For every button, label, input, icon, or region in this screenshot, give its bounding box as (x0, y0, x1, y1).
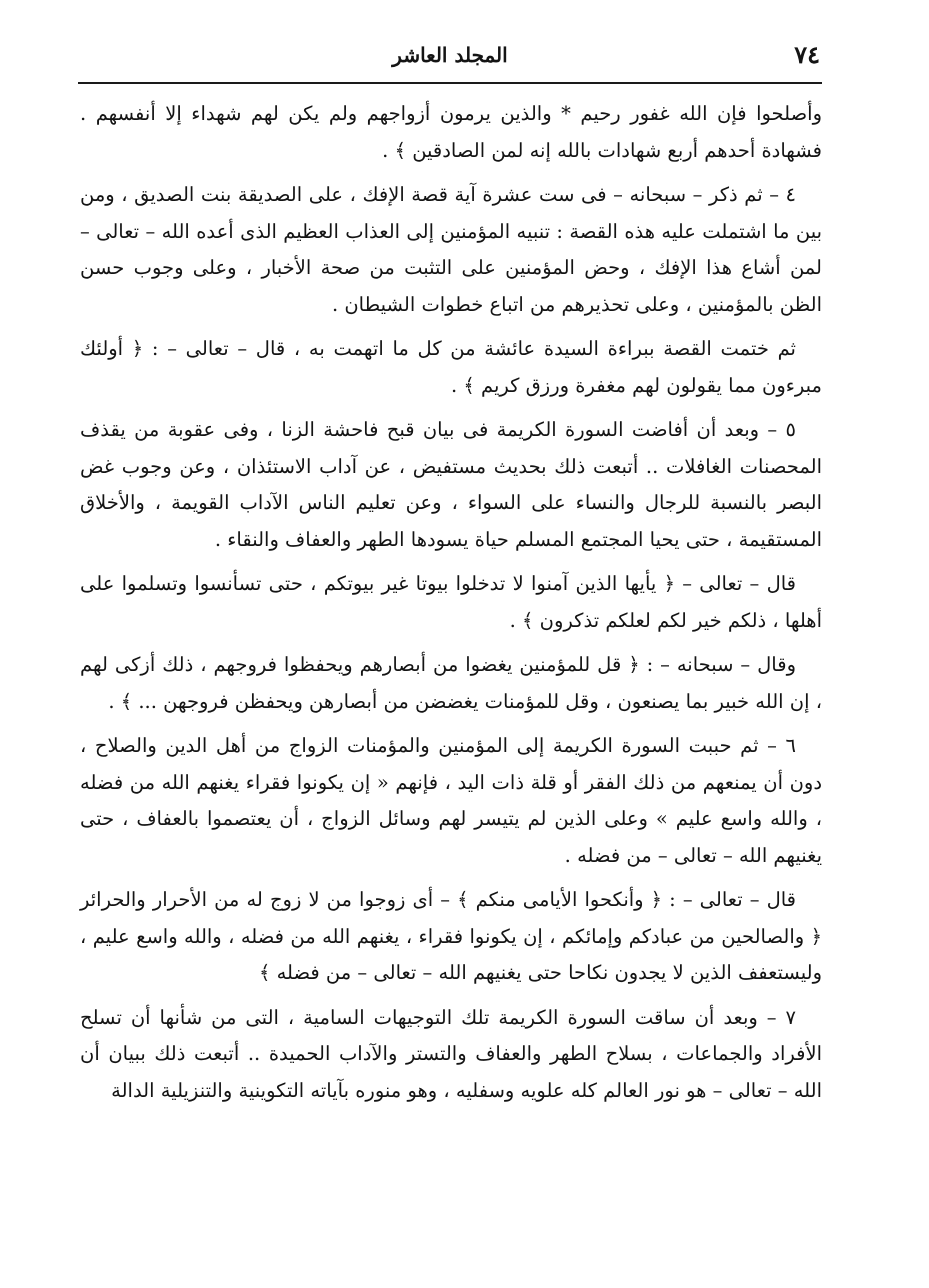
paragraph: ٦ – ثم حببت السورة الكريمة إلى المؤمنين والمؤمنات الزواج من أهل الدين والصلاح ، دون أن يمنعهم من ذلك الفقر أو قلة ذات اليد ، فإنهم « إن يكونوا فقراء يغنهم الله من فضله ، والله واسع عليم » وعلى الذين لم يتيسر لهم وسائل الزواج ، أن يعتصموا بالعفاف ، حتى يغنيهم الله – تعالى – من فضله . (80, 734, 822, 867)
header-divider (78, 82, 822, 84)
paragraph: ٥ – وبعد أن أفاضت السورة الكريمة فى بيان قبح فاحشة الزنا ، وفى عقوبة من يقذف المحصنات الغافلات .. أتبعت ذلك بحديث مستفيض ، عن آداب الاستئذان ، وعن وجوب غض البصر بالنسبة للرجال والنساء على السواء ، وعن تعليم الناس الآداب القويمة ، والأخلاق المستقيمة ، حتى يحيا المجتمع المسلم حياة يسودها الطهر والعفاف والنقاء . (80, 418, 822, 551)
paragraph: وأصلحوا فإن الله غفور رحيم * والذين يرمون أزواجهم ولم يكن لهم شهداء إلا أنفسهم . فشهادة أحدهم أربع شهادات بالله إنه لمن الصادقين ﴾ . (80, 102, 822, 162)
paragraph: قال – تعالى – : ﴿ وأنكحوا الأيامى منكم ﴾ – أى زوجوا من لا زوج له من الأحرار والحرائر ﴿ والصالحين من عبادكم وإمائكم ، إن يكونوا فقراء ، يغنهم الله من فضله ، والله واسع عليم ، وليستعفف الذين لا يجدون نكاحا حتى يغنيهم الله – تعالى – من فضله ﴾ (80, 888, 822, 984)
paragraph: ثم ختمت القصة ببراءة السيدة عائشة من كل ما اتهمت به ، قال – تعالى – : ﴿ أولئك مبرءون مما يقولون لهم مغفرة ورزق كريم ﴾ . (80, 337, 822, 397)
paragraph: ٤ – ثم ذكر – سبحانه – فى ست عشرة آية قصة الإفك ، على الصديقة بنت الصديق ، ومن بين ما اشتملت عليه هذه القصة : تنبيه المؤمنين إلى العذاب العظيم الذى أعده الله – تعالى – لمن أشاع هذا الإفك ، وحض المؤمنين على التثبت من صحة الأخبار ، وعلى وجوب حسن الظن بالمؤمنين ، وعلى تحذيرهم من اتباع خطوات الشيطان . (80, 183, 823, 316)
page-header (80, 38, 820, 72)
volume-title: المجلد العاشر (392, 43, 508, 67)
body-text (80, 96, 822, 1117)
paragraph: وقال – سبحانه – : ﴿ قل للمؤمنين يغضوا من أبصارهم ويحفظوا فروجهم ، ذلك أزكى لهم ، إن الله خبير بما يصنعون ، وقل للمؤمنات يغضضن من أبصارهن ويحفظن فروجهن ... ﴾ . (80, 653, 822, 713)
paragraph: ٧ – وبعد أن ساقت السورة الكريمة تلك التوجيهات السامية ، التى من شأنها أن تسلح الأفراد والجماعات ، بسلاح الطهر والعفاف والتستر والآداب الحميدة .. أتبعت ذلك ببيان أن الله – تعالى – هو نور العالم كله علويه وسفليه ، وهو منوره بآياته التكوينية والتنزيلية الدالة (80, 1005, 822, 1102)
paragraph: قال – تعالى – ﴿ يأيها الذين آمنوا لا تدخلوا بيوتا غير بيوتكم ، حتى تسأنسوا وتسلموا على أهلها ، ذلكم خير لكم لعلكم تذكرون ﴾ . (80, 572, 822, 632)
page-number: ٧٤ (794, 40, 820, 69)
